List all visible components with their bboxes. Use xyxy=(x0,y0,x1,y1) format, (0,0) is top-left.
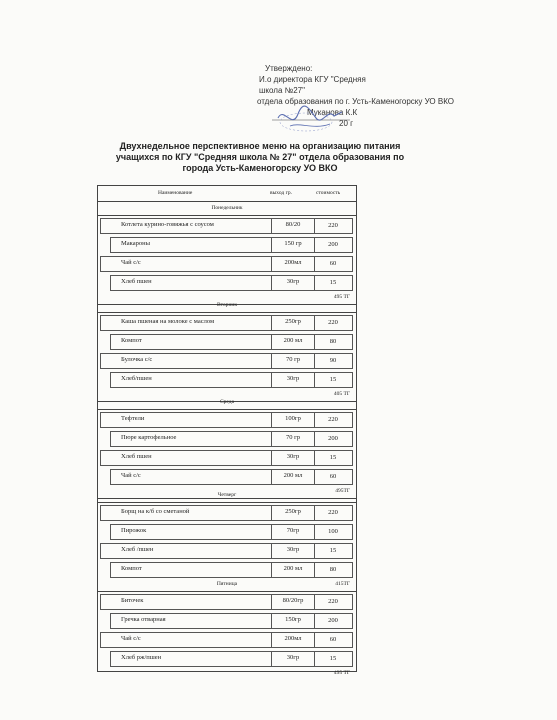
dish-qty: 200 мл xyxy=(271,563,315,577)
table-row xyxy=(110,613,353,629)
dish-cost: 100 xyxy=(328,528,338,535)
dish-name: Пюре картофельное xyxy=(121,434,177,441)
dish-cost: 15 xyxy=(329,454,337,461)
dish-cost: 60 xyxy=(329,473,337,480)
table-row xyxy=(100,256,353,272)
dish-name: Чай с/с xyxy=(121,635,141,642)
dish-cost: 220 xyxy=(328,222,338,229)
dish-cost: 200 xyxy=(328,435,338,442)
table-row xyxy=(100,412,353,428)
signer-name: Муканова К.К xyxy=(307,108,358,117)
dish-qty: 70 гр xyxy=(271,354,315,368)
dish-name: Борщ на к/б со сметаной xyxy=(121,508,190,515)
day-header: Четверг xyxy=(217,492,237,498)
dish-qty: 200мл xyxy=(271,257,315,271)
dish-qty: 250гр xyxy=(271,316,315,330)
header-cost: стоимость xyxy=(316,190,341,196)
dish-qty: 80/20гр xyxy=(271,595,315,609)
approval-line-1: Утверждено: xyxy=(265,64,313,73)
dish-qty: 150гр xyxy=(271,614,315,628)
dish-cost: 200 xyxy=(328,241,338,248)
dish-cost: 15 xyxy=(329,279,337,286)
dish-cost: 90 xyxy=(329,357,337,364)
day-divider xyxy=(98,215,356,216)
dish-cost: 60 xyxy=(329,636,337,643)
day-total: 415ТГ xyxy=(335,581,350,587)
table-row xyxy=(100,543,353,559)
dish-cost: 220 xyxy=(328,319,338,326)
dish-cost: 200 xyxy=(328,617,338,624)
day-divider xyxy=(98,312,356,313)
table-row xyxy=(110,275,353,291)
dish-name: Компот xyxy=(121,565,142,572)
title-line-1: Двухнедельное перспективное меню на организацию питания xyxy=(119,141,401,151)
dish-name: Каша пшеная на молоке с маслом xyxy=(121,318,215,325)
dish-name: Чай с/с xyxy=(121,472,141,479)
dish-name: Чай с/с xyxy=(121,259,141,266)
table-row xyxy=(100,632,353,648)
dish-qty: 80/20 xyxy=(271,219,315,233)
table-row xyxy=(110,469,353,485)
table-row xyxy=(100,315,353,331)
dish-name: Хлеб/пшен xyxy=(121,375,152,382)
table-row xyxy=(100,218,353,234)
table-header xyxy=(98,186,356,202)
dish-name: Хлеб /пшен xyxy=(121,546,154,553)
approval-line-3: школа №27" xyxy=(259,86,305,95)
table-row xyxy=(110,237,353,253)
dish-qty: 30гр xyxy=(271,544,315,558)
day-header: Среда xyxy=(219,399,235,405)
day-divider xyxy=(98,591,356,592)
day-header: Пятница xyxy=(216,581,238,587)
approval-line-2: И.о директора КГУ "Средняя xyxy=(259,75,366,84)
dish-qty: 250гр xyxy=(271,506,315,520)
day-total: 495ТГ xyxy=(335,488,350,494)
dish-cost: 220 xyxy=(328,598,338,605)
header-qty: выход гр. xyxy=(270,190,292,196)
dish-qty: 100гр xyxy=(271,413,315,427)
dish-qty: 70 гр xyxy=(271,432,315,446)
table-row xyxy=(110,524,353,540)
dish-name: Булочка с/с xyxy=(121,356,153,363)
dish-qty: 70гр xyxy=(271,525,315,539)
table-row xyxy=(110,651,353,667)
title-line-2: учащихся по КГУ "Средняя школа № 27" отдела образования по xyxy=(115,152,405,162)
dish-cost: 80 xyxy=(329,338,337,345)
table-row xyxy=(110,562,353,578)
title-line-3: города Усть-Каменогорску УО ВКО xyxy=(182,163,338,173)
table-row xyxy=(110,431,353,447)
day-divider xyxy=(98,502,356,503)
dish-cost: 15 xyxy=(329,547,337,554)
dish-qty: 30гр xyxy=(271,373,315,387)
dish-name: Компот xyxy=(121,337,142,344)
dish-name: Хлеб рж/пшен xyxy=(121,654,162,661)
dish-name: Котлета курино-говяжья с соусом xyxy=(121,221,214,228)
dish-name: Хлеб пшен xyxy=(121,278,152,285)
dish-qty: 30гр xyxy=(271,276,315,290)
day-total: 405 ТГ xyxy=(333,391,350,397)
dish-qty: 200мл xyxy=(271,633,315,647)
day-header: Вторник xyxy=(216,302,238,308)
table-row xyxy=(100,450,353,466)
table-row xyxy=(110,334,353,350)
dish-qty: 30гр xyxy=(271,451,315,465)
dish-qty: 150 гр xyxy=(271,238,315,252)
dish-name: Пирожок xyxy=(121,527,147,534)
table-row xyxy=(100,505,353,521)
table-row xyxy=(100,594,353,610)
dish-cost: 220 xyxy=(328,509,338,516)
day-total: 495 ТГ xyxy=(333,294,350,300)
approval-line-4: отдела образования по г. Усть-Каменогорску УО ВКО xyxy=(257,97,454,106)
header-name: Наименование xyxy=(158,190,193,196)
dish-cost: 60 xyxy=(329,260,337,267)
dish-cost: 15 xyxy=(329,655,337,662)
signature-stamp xyxy=(270,104,380,134)
document-title xyxy=(80,141,440,174)
table-row xyxy=(100,353,353,369)
dish-qty: 200 мл xyxy=(271,335,315,349)
dish-qty: 200 мл xyxy=(271,470,315,484)
dish-name: Биточек xyxy=(121,597,144,604)
day-divider xyxy=(98,409,356,410)
dish-cost: 80 xyxy=(329,566,337,573)
approval-date-year: 20 г xyxy=(339,119,354,128)
dish-cost: 220 xyxy=(328,416,338,423)
dish-name: Хлеб пшен xyxy=(121,453,152,460)
menu-table xyxy=(97,185,357,676)
dish-name: Гречка отварная xyxy=(121,616,166,623)
day-header: Понедельник xyxy=(211,205,243,211)
dish-name: Тефтели xyxy=(121,415,145,422)
dish-qty: 30гр xyxy=(271,652,315,666)
day-total: 495 ТГ xyxy=(333,670,350,676)
dish-cost: 15 xyxy=(329,376,337,383)
dish-name: Макароны xyxy=(121,240,150,247)
table-row xyxy=(110,372,353,388)
